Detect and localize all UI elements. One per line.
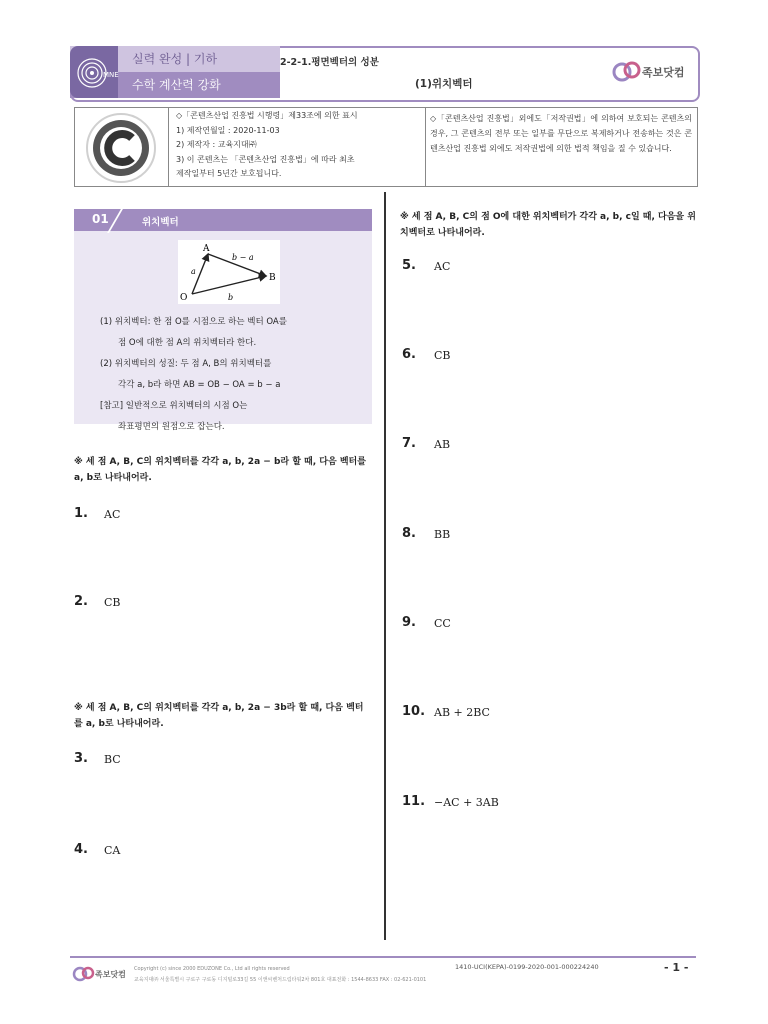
problem-number: 5. — [402, 258, 416, 273]
concept-title: 위치벡터 — [142, 217, 179, 228]
page-number: - 1 - — [664, 961, 689, 974]
notice-line: ◇「콘텐츠산업 진흥법 시행령」제33조에 의한 표시 — [176, 111, 358, 120]
problem-number: 7. — [402, 436, 416, 451]
vector-b-minus-a-label: b − a — [232, 253, 254, 262]
notice-divider — [425, 107, 426, 187]
footer-uci-code: 1410-UCI(KEPA)-0199-2020-001-000224240 — [455, 963, 599, 971]
svg-text:족보닷컴: 족보닷컴 — [642, 66, 685, 79]
notice-line: 1) 제작연월일 : 2020-11-03 — [176, 125, 280, 135]
vector-a-label: a — [191, 267, 196, 276]
svg-text:MNE: MNE — [103, 71, 119, 79]
problem-expression: CB — [434, 349, 451, 362]
concept-line: (1) 위치벡터: 한 점 O를 시점으로 하는 벡터 OA를 — [100, 317, 287, 327]
instruction-2: ※ 세 점 A, B, C의 위치벡터를 각각 a, b, 2a − 3b라 할 때, 다음 벡터를 a, b로 나타내어라. — [74, 703, 364, 729]
problem-number: 10. — [402, 704, 426, 719]
header-section: 2-2-1.평면벡터의 성분 — [280, 57, 379, 68]
triangle-diagram — [178, 240, 280, 304]
vector-b-arrow — [192, 276, 266, 294]
problem-number: 11. — [402, 794, 426, 809]
header-topic: (1)위치벡터 — [415, 78, 473, 90]
problem-expression: AC — [434, 260, 451, 273]
copyright-c-icon — [84, 111, 158, 185]
notice-line: 3) 이 콘텐츠는 「콘텐츠산업 진흥법」에 따라 최초 — [176, 154, 355, 164]
problem-expression: AC — [104, 508, 121, 521]
problem-number: 3. — [74, 751, 88, 766]
problem-number: 1. — [74, 506, 88, 521]
concept-number: 01 — [92, 212, 109, 226]
problem-expression: CC — [434, 617, 451, 630]
point-o-label: O — [180, 293, 188, 303]
header-subject: 실력 완성 | 기하 — [132, 52, 218, 66]
problem-number: 2. — [74, 594, 88, 609]
footer-rule — [70, 956, 696, 958]
svg-text:족보닷컴: 족보닷컴 — [95, 970, 126, 979]
concept-line: 점 O에 대한 점 A의 위치벡터라 한다. — [118, 338, 257, 348]
instruction-1: ※ 세 점 A, B, C의 위치벡터를 각각 a, b, 2a − b라 할 때, 다음 벡터를 a, b로 나타내어라. — [74, 457, 366, 483]
problem-number: 4. — [74, 842, 88, 857]
footer-brand-logo — [72, 963, 132, 985]
problem-expression: BC — [104, 753, 121, 766]
problem-expression: CA — [104, 844, 121, 857]
notice-divider — [168, 107, 169, 187]
instruction-3: ※ 세 점 A, B, C의 점 O에 대한 위치벡터가 각각 a, b, c일 때, 다음을 위치벡터로 나타내어라. — [400, 212, 696, 238]
notice-line: 2) 제작자 : 교육지대㈜ — [176, 140, 257, 149]
footer-address: 교육지대㈜ 서울특별시 구로구 구로동 디지털로33길 55 이앤씨벤처드림타워2차 801호 대표전화 : 1544-8633 FAX : 02-621-0101 — [134, 977, 427, 983]
concept-line: 각각 a, b라 하면 AB = OB − OA = b − a — [118, 380, 281, 390]
notice-left-text — [176, 109, 421, 182]
problem-expression: −AC + 3AB — [434, 796, 499, 809]
problem-number: 6. — [402, 347, 416, 362]
target-emblem-icon — [76, 54, 119, 92]
notice-line: 제작일부터 5년간 보호됩니다. — [176, 169, 282, 178]
concept-line: (2) 위치벡터의 성질: 두 점 A, B의 위치벡터를 — [100, 359, 272, 369]
point-a-label: A — [203, 244, 210, 254]
problem-expression: AB — [434, 438, 451, 451]
concept-line: [참고] 일반적으로 위치벡터의 시점 O는 — [100, 401, 248, 411]
header-series: 수학 계산력 강화 — [132, 78, 221, 92]
problem-number: 8. — [402, 526, 416, 541]
footer-copyright: Copyright (c) since 2000 EDUZONE Co., Ltd all rights reserved — [134, 966, 290, 972]
notice-right-text: ◇「콘텐츠산업 진흥법」외에도「저작권법」에 의하여 보호되는 콘텐츠의 경우, 그 콘텐츠의 전부 또는 일부를 무단으로 복제하거나 전송하는 것은 콘텐츠산업 진흥법 외에도 저작권법에 의한 법적 책임을 질 수 있습니다. — [430, 114, 692, 153]
point-b-label: B — [269, 273, 276, 283]
problem-expression: BB — [434, 528, 451, 541]
brand-logo — [612, 58, 692, 86]
concept-line: 좌표평면의 원점으로 잡는다. — [118, 422, 225, 432]
problem-expression: AB + 2BC — [434, 706, 490, 719]
position-vector-figure — [178, 240, 280, 304]
column-divider — [384, 192, 386, 940]
concept-text — [100, 312, 368, 438]
problem-number: 9. — [402, 615, 416, 630]
problem-expression: CB — [104, 596, 121, 609]
vector-b-label: b — [228, 293, 234, 302]
